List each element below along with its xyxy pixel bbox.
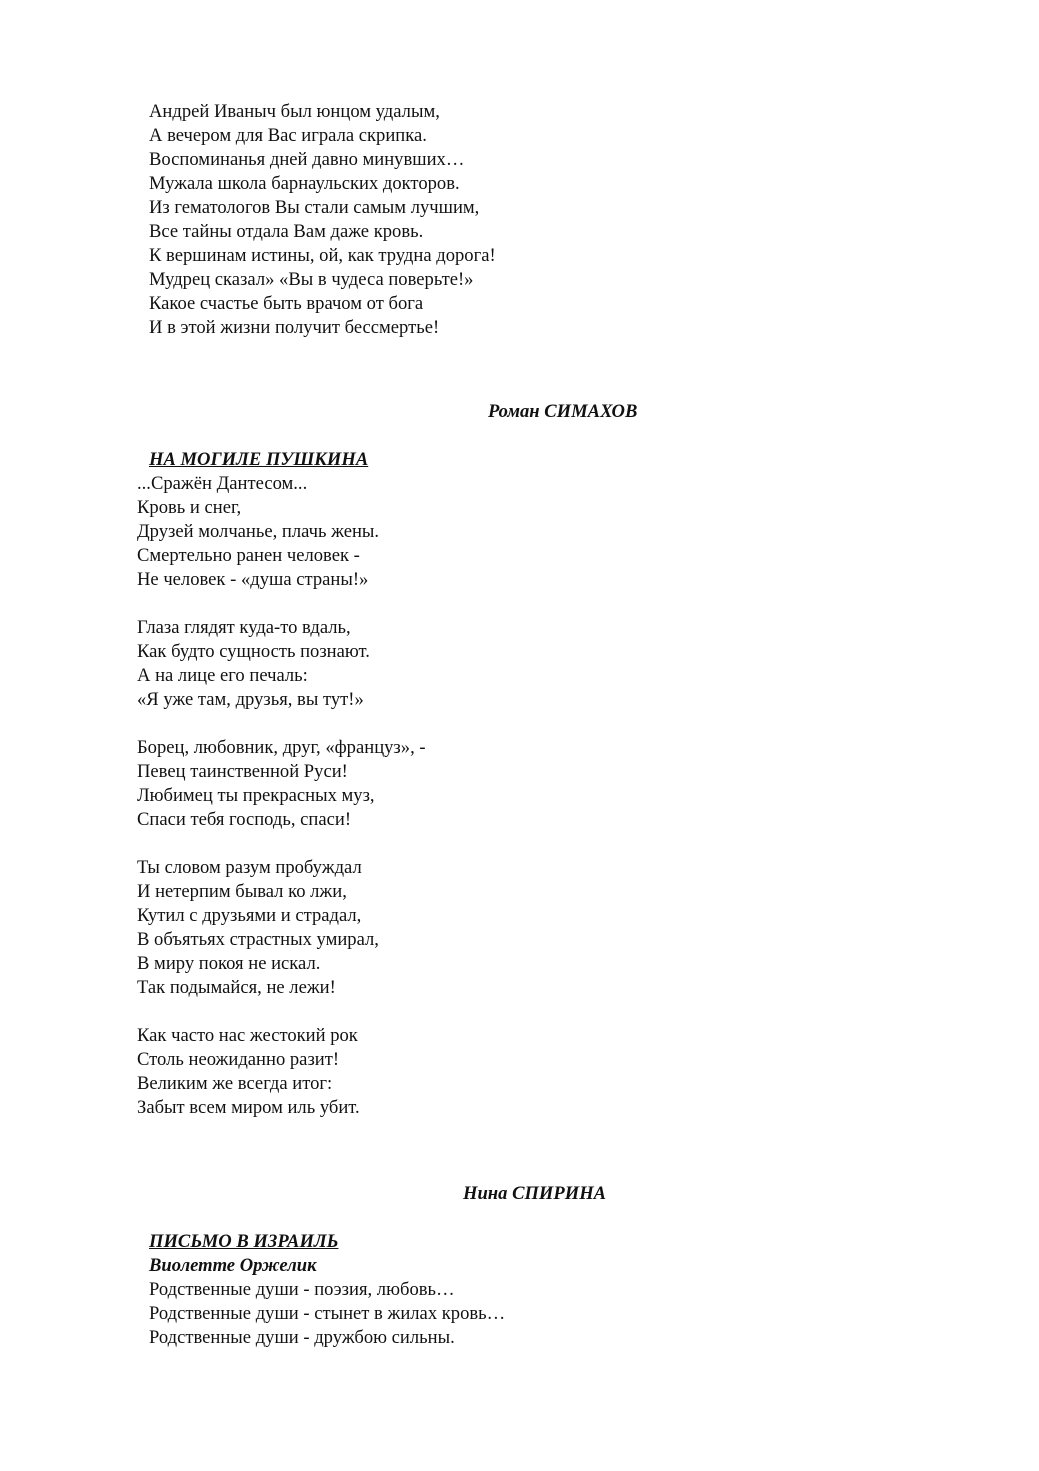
poem-2 (137, 472, 426, 1120)
poem-line: Андрей Иваныч был юнцом удалым, (149, 101, 440, 122)
poem-line: Певец таинственной Руси! (137, 761, 348, 782)
poem-line: В миру покоя не искал. (137, 953, 321, 974)
poem-line: А вечером для Вас играла скрипка. (149, 125, 427, 146)
poem-line: В объятьях страстных умирал, (137, 929, 379, 950)
stanza (137, 736, 426, 832)
poem-3 (149, 1230, 505, 1350)
poem-line: Спаси тебя господь, спаси! (137, 809, 352, 830)
stanza (137, 1024, 426, 1120)
poem-line: Великим же всегда итог: (137, 1073, 333, 1094)
poem-line: Родственные души - поэзия, любовь… (149, 1279, 455, 1300)
poem-title: НА МОГИЛЕ ПУШКИНА (149, 449, 369, 470)
author-name: Нина СПИРИНА (463, 1183, 607, 1204)
poem-line: «Я уже там, друзья, вы тут!» (137, 689, 364, 710)
poem-title: ПИСЬМО В ИЗРАИЛЬ (149, 1231, 339, 1252)
poem-line: Как будто сущность познают. (137, 641, 370, 662)
poem-line: Все тайны отдала Вам даже кровь. (149, 221, 424, 242)
poem-line: Смертельно ранен человек - (137, 545, 360, 566)
stanza-gap (137, 712, 426, 736)
poem-line: Воспоминанья дней давно минувших… (149, 149, 465, 170)
poem-line: А на лице его печаль: (137, 665, 308, 686)
stanza (137, 856, 426, 1000)
poem-line: Родственные души - стынет в жилах кровь… (149, 1303, 506, 1324)
poem-dedication: Виолетте Оржелик (149, 1255, 317, 1276)
poem-line: Любимец ты прекрасных муз, (137, 785, 375, 806)
poem-line: Мудрец сказал» «Вы в чудеса поверьте!» (149, 269, 474, 290)
poem-line: ...Сражён Дантесом... (137, 473, 308, 494)
stanza-gap (137, 592, 426, 616)
poem-line: Кровь и снег, (137, 497, 242, 518)
stanza (137, 472, 426, 592)
stanza-gap (137, 1000, 426, 1024)
poem-line: Ты словом разум пробуждал (137, 857, 362, 878)
poem-line: К вершинам истины, ой, как трудна дорога! (149, 245, 496, 266)
poem-line: Так подымайся, не лежи! (137, 977, 336, 998)
author-name: Роман СИМАХОВ (488, 401, 638, 422)
poem-line: Столь неожиданно разит! (137, 1049, 340, 1070)
poem-line: И в этой жизни получит бессмертье! (149, 317, 440, 338)
poem-line: Борец, любовник, друг, «француз», - (137, 737, 426, 758)
poem-line: Забыт всем миром иль убит. (137, 1097, 360, 1118)
poem-line: Мужала школа барнаульских докторов. (149, 173, 460, 194)
stanza (137, 616, 426, 712)
poem-line: И нетерпим бывал ко лжи, (137, 881, 347, 902)
poem-title-block (149, 448, 368, 472)
poem-line: Какое счастье быть врачом от бога (149, 293, 424, 314)
poem-line: Глаза глядят куда-то вдаль, (137, 617, 351, 638)
poem-line: Не человек - «душа страны!» (137, 569, 369, 590)
poem-line: Как часто нас жестокий рок (137, 1025, 358, 1046)
poem-line: Друзей молчанье, плачь жены. (137, 521, 380, 542)
stanza-gap (137, 832, 426, 856)
poem-line: Родственные души - дружбою сильны. (149, 1327, 455, 1348)
poem-1 (149, 100, 496, 340)
poem-line: Кутил с друзьями и страдал, (137, 905, 362, 926)
poem-line: Из гематологов Вы стали самым лучшим, (149, 197, 480, 218)
